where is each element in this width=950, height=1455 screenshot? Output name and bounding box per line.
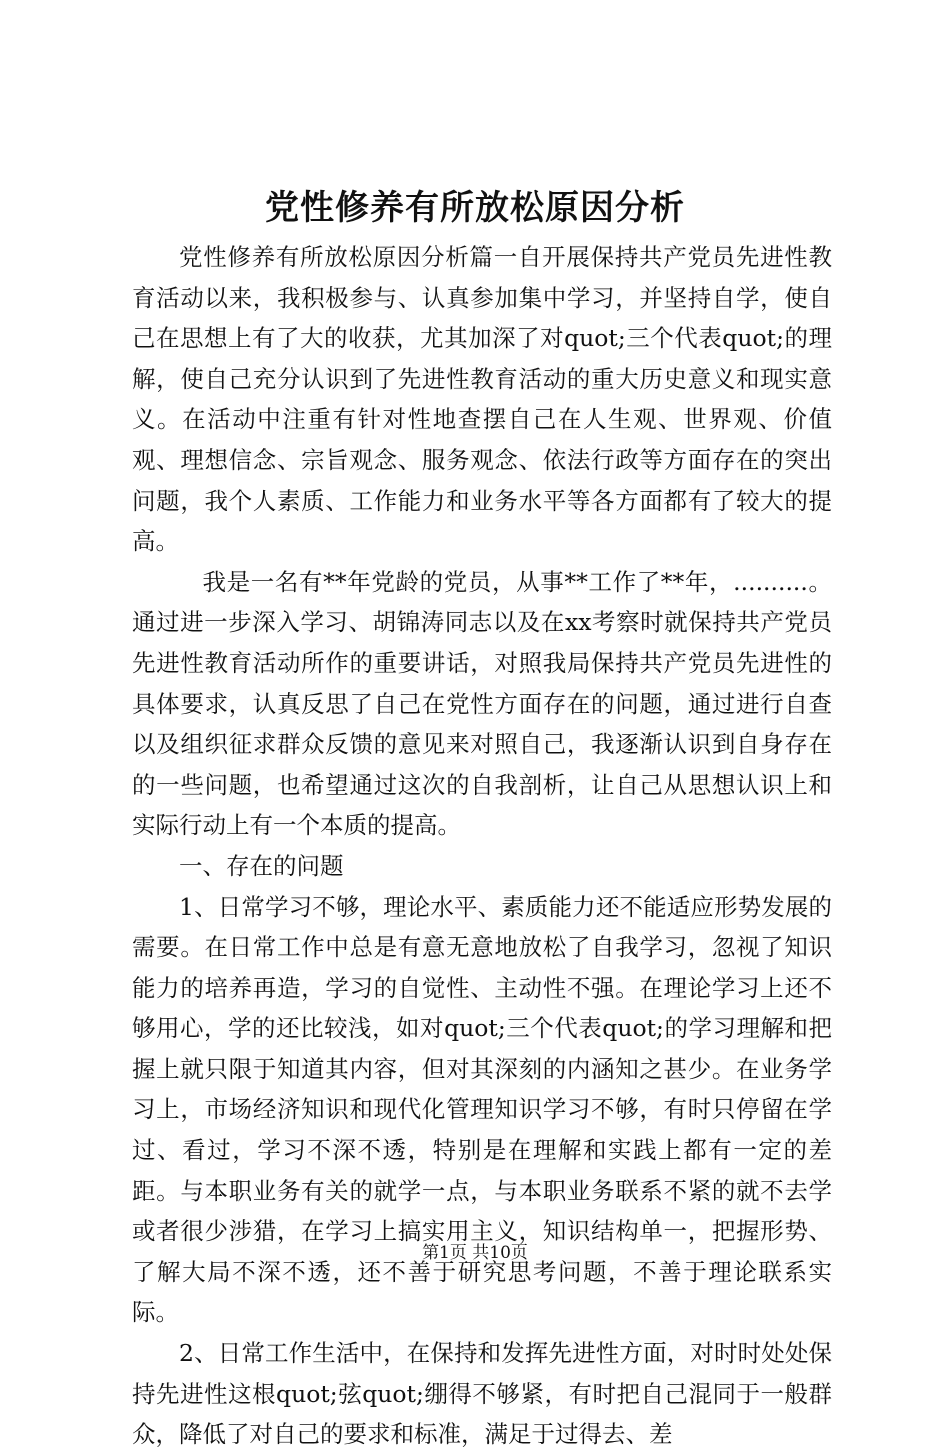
paragraph-intro: 党性修养有所放松原因分析篇一自开展保持共产党员先进性教育活动以来，我积极参与、认真参加集中学习，并坚持自学，使自己在思想上有了大的收获，尤其加深了对quot;三个代表quot;的理解，使自己充分认识到了先进性教育活动的重大历史意义和现实意义。在活动中注重有针对性地查摆自己在人生观、世界观、价值观、理想信念、宗旨观念、服务观念、依法行政等方面存在的突出问题，我个人素质、工作能力和业务水平等各方面都有了较大的提高。 — [132, 243, 832, 556]
page-number-footer: 第1页 共10页 — [422, 1243, 528, 1263]
section-heading-problems: 一、存在的问题 — [179, 851, 344, 880]
paragraph-self-introduction: 我是一名有**年党龄的党员，从事**工作了**年，..........。通过进一步深入学习、胡锦涛同志以及在xx考察时就保持共产党员先进性教育活动所作的重要讲话，对照我局保持共产党员先进性的具体要求，认真反思了自己在党性方面存在的问题，通过进行自查以及组织征求群众反馈的意见来对照自己，我逐渐认识到自身存在的一些问题，也希望通过这次的自我剖析，让自己从思想认识上和实际行动上有一个本质的提高。 — [132, 567, 832, 840]
document-body — [132, 237, 832, 1455]
paragraph-problem-1: 1、日常学习不够，理论水平、素质能力还不能适应形势发展的需要。在日常工作中总是有意无意地放松了自我学习，忽视了知识能力的培养再造，学习的自觉性、主动性不强。在理论学习上还不够用心，学的还比较浅，如对quot;三个代表quot;的学习理解和把握上就只限于知道其内容，但对其深刻的内涵知之甚少。在业务学习上，市场经济知识和现代化管理知识学习不够，有时只停留在学过、看过，学习不深不透，特别是在理解和实践上都有一定的差距。与本职业务有关的就学一点，与本职业务联系不紧的就不去学或者很少涉猎，在学习上搞实用主义，知识结构单一，把握形势、了解大局不深不透，还不善于研究思考问题，不善于理论联系实际。 — [132, 892, 832, 1327]
paragraph-problem-2: 2、日常工作生活中，在保持和发挥先进性方面，对时时处处保持先进性这根quot;弦quot;绷得不够紧，有时把自己混同于一般群众，降低了对自己的要求和标准，满足于过得去、差 — [132, 1339, 832, 1449]
document-title: 党性修养有所放松原因分析 — [265, 188, 685, 228]
